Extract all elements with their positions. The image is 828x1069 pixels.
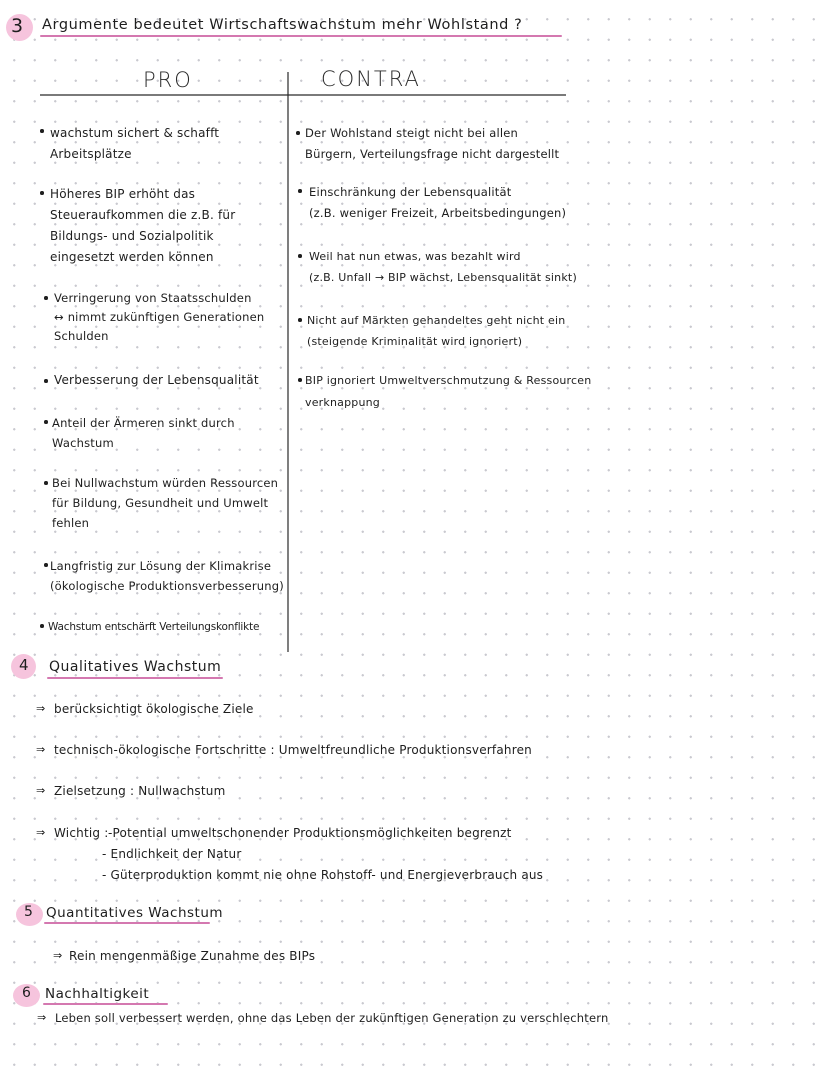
section-5-arrow: ⇒ <box>53 949 63 962</box>
pro-bullet <box>44 379 48 383</box>
section-4-wichtig-label: Wichtig : <box>54 826 109 840</box>
section-5-title: Quantitatives Wachstum <box>46 905 224 921</box>
section-4-title: Qualitatives Wachstum <box>49 659 222 675</box>
section-6-arrow: ⇒ <box>37 1011 47 1024</box>
pro-bullet <box>44 563 48 567</box>
pro-item-2: Höheres BIP erhöht das Steueraufkommen die z.B. für Bildungs- und Sozialpolitik eingesetzt werden können <box>50 187 236 264</box>
contra-bullet <box>298 318 302 322</box>
section-4-arrow-3: ⇒ <box>36 784 46 797</box>
contra-header: CONTRA <box>321 67 421 91</box>
pro-item-5: Anteil der Ärmeren sinkt durch Wachstum <box>52 416 235 450</box>
section-4-point-3: Zielsetzung : Nullwachstum <box>54 784 226 798</box>
pro-bullet <box>40 191 44 195</box>
pro-item-4: Verbesserung der Lebensqualität <box>54 373 259 387</box>
contra-item-1: Der Wohlstand steigt nicht bei allen Bürgern, Verteilungsfrage nicht dargestellt <box>305 126 560 161</box>
section-4-wichtig-item-1: -Potential umweltschonender Produktionsmöglichkeiten begrenzt <box>108 826 512 840</box>
contra-bullet <box>298 254 302 258</box>
section-5-point: Rein mengenmäßige Zunahme des BIPs <box>69 949 316 963</box>
pro-item-6: Bei Nullwachstum würden Ressourcen für Bildung, Gesundheit und Umwelt fehlen <box>52 476 279 530</box>
section-3-title: Argumente bedeutet Wirtschaftswachstum mehr Wohlstand ? <box>42 17 523 33</box>
contra-bullet <box>298 189 302 193</box>
contra-item-2: Einschränkung der Lebensqualität (z.B. weniger Freizeit, Arbeitsbedingungen) <box>309 185 567 220</box>
pro-bullet <box>44 420 48 424</box>
pro-bullet <box>44 296 48 300</box>
section-6-number: 6 <box>22 985 31 1001</box>
section-4-wichtig-item-2: - Endlichkeit der Natur <box>102 847 242 861</box>
pro-item-7: Langfristig zur Lösung der Klimakrise (ökologische Produktionsverbesserung) <box>50 559 284 593</box>
contra-bullet <box>296 131 300 135</box>
pro-item-8: Wachstum entschärft Verteilungskonflikte <box>48 621 260 633</box>
pro-header: PRO <box>143 68 193 92</box>
section-6-title-underline <box>43 1003 168 1005</box>
section-4-arrow-2: ⇒ <box>36 743 46 756</box>
section-6-title: Nachhaltigkeit <box>45 986 150 1002</box>
pro-bullet <box>44 481 48 485</box>
section-4-title-underline <box>47 677 223 679</box>
section-4-arrow-4: ⇒ <box>36 826 46 839</box>
section-4-point-1: berücksichtigt ökologische Ziele <box>54 702 254 716</box>
section-4-number: 4 <box>19 656 29 674</box>
contra-item-4: Nicht auf Märkten gehandeltes geht nicht ein (steigende Kriminalität wird ignoriert) <box>307 314 566 348</box>
contra-item-5: BIP ignoriert Umweltverschmutzung & Ressourcen verknappung <box>305 374 592 409</box>
contra-bullet <box>298 378 302 382</box>
section-4-arrow-1: ⇒ <box>36 702 46 715</box>
section-4-wichtig-item-3: - Güterproduktion kommt nie ohne Rohstoff- und Energieverbrauch aus <box>102 868 544 882</box>
pro-bullet <box>40 624 44 628</box>
section-5-number: 5 <box>24 904 33 920</box>
pro-item-1: wachstum sichert & schafft Arbeitsplätze <box>50 126 220 161</box>
section-5-title-underline <box>44 922 210 924</box>
pro-bullet <box>40 129 44 133</box>
pro-item-3: Verringerung von Staatsschulden ↔ nimmt zukünftigen Generationen Schulden <box>54 291 265 343</box>
section-6-point: Leben soll verbessert werden, ohne das Leben der zukünftigen Generation zu verschlechtern <box>55 1011 609 1025</box>
section-3-number: 3 <box>11 15 24 37</box>
contra-item-3: Weil hat nun etwas, was bezahlt wird (z.B. Unfall → BIP wächst, Lebensqualität sinkt) <box>309 250 577 284</box>
section-4-point-2: technisch-ökologische Fortschritte : Umweltfreundliche Produktionsverfahren <box>54 743 532 757</box>
